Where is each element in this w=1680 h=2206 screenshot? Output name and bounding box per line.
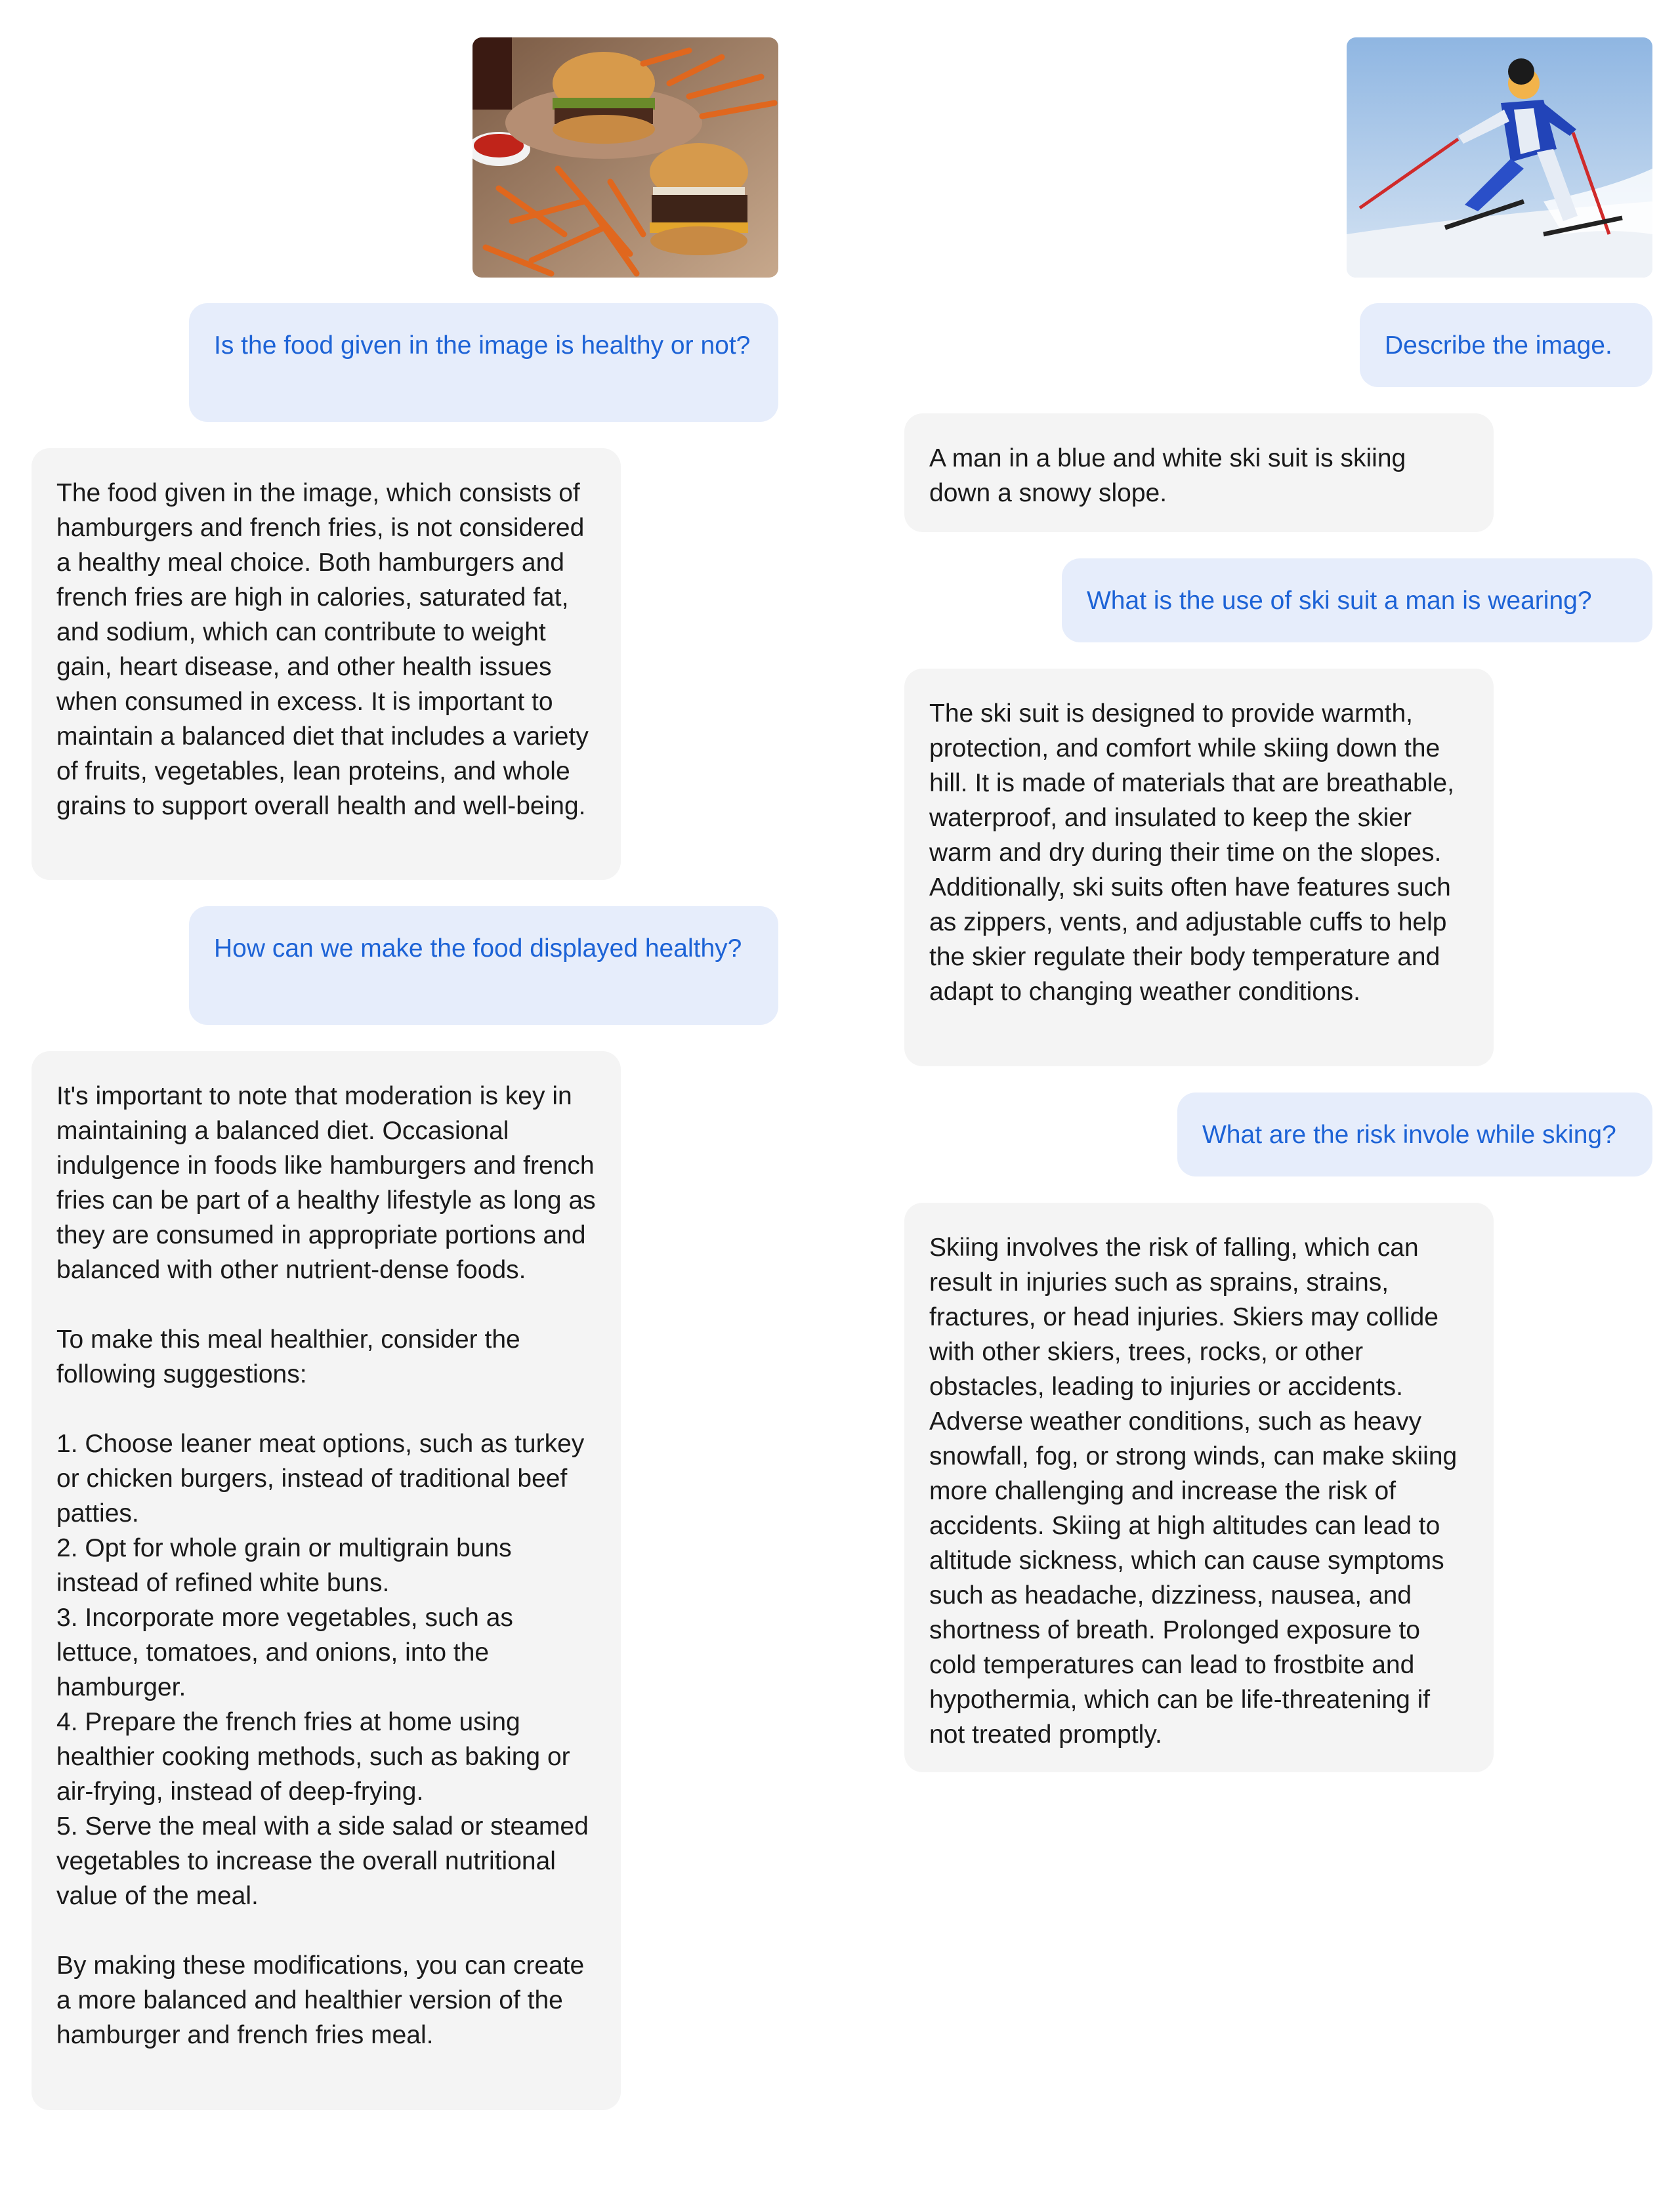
- user-message-2: How can we make the food displayed healthy?: [189, 906, 778, 1025]
- burgers-and-fries-image: [472, 37, 778, 278]
- user-message-4: What is the use of ski suit a man is wearing?: [1062, 558, 1652, 642]
- user-message-3: Describe the image.: [1360, 303, 1652, 387]
- skier-image: [1347, 37, 1652, 278]
- assistant-message-2: It's important to note that moderation is key in maintaining a balanced diet. Occasional indulgence in foods like hamburgers and french fries can be part of a healthy lifestyle as long as they are consumed in appropriate portions and balanced with other nutrient-dense foods. To make this meal healthier, consider the following suggestions: 1. Choose leaner meat options, such as turkey or chicken burgers, instead of traditional beef patties. 2. Opt for whole grain or multigrain buns instead of refined white buns. 3. Incorporate more vegetables, such as lettuce, tomatoes, and onions, into the hamburger. 4. Prepare the french fries at home using healthier cooking methods, such as baking or air-frying, instead of deep-frying. 5. Serve the meal with a side salad or steamed vegetables to increase the overall nutritional value of the meal. By making these modifications, you can create a more balanced and healthier version of the hamburger and french fries meal.: [32, 1051, 621, 2110]
- user-message-1: Is the food given in the image is healthy or not?: [189, 303, 778, 422]
- assistant-message-3: A man in a blue and white ski suit is skiing down a snowy slope.: [904, 413, 1494, 532]
- skier-photo[interactable]: [1347, 37, 1652, 278]
- assistant-message-4: The ski suit is designed to provide warmth, protection, and comfort while skiing down the hill. It is made of materials that are breathable, waterproof, and insulated to keep the skier warm and dry during their time on the slopes. Additionally, ski suits often have features such as zippers, vents, and adjustable cuffs to help the skier regulate their body temperature and adapt to changing weather conditions.: [904, 669, 1494, 1066]
- assistant-message-5: Skiing involves the risk of falling, which can result in injuries such as sprains, strains, fractures, or head injuries. Skiers may collide with other skiers, trees, rocks, or other obstacles, leading to injuries or accidents. Adverse weather conditions, such as heavy snowfall, fog, or strong winds, can make skiing more challenging and increase the risk of accidents. Skiing at high altitudes can lead to altitude sickness, which can cause symptoms such as headache, dizziness, nausea, and shortness of breath. Prolonged exposure to cold temperatures can lead to frostbite and hypothermia, which can be life-threatening if not treated promptly.: [904, 1203, 1494, 1772]
- assistant-message-1: The food given in the image, which consists of hamburgers and french fries, is not considered a healthy meal choice. Both hamburgers and french fries are high in calories, saturated fat, and sodium, which can contribute to weight gain, heart disease, and other health issues when consumed in excess. It is important to maintain a balanced diet that includes a variety of fruits, vegetables, lean proteins, and whole grains to support overall health and well-being.: [32, 448, 621, 880]
- burgers-and-fries-photo[interactable]: [472, 37, 778, 278]
- user-message-5: What are the risk invole while sking?: [1177, 1093, 1652, 1176]
